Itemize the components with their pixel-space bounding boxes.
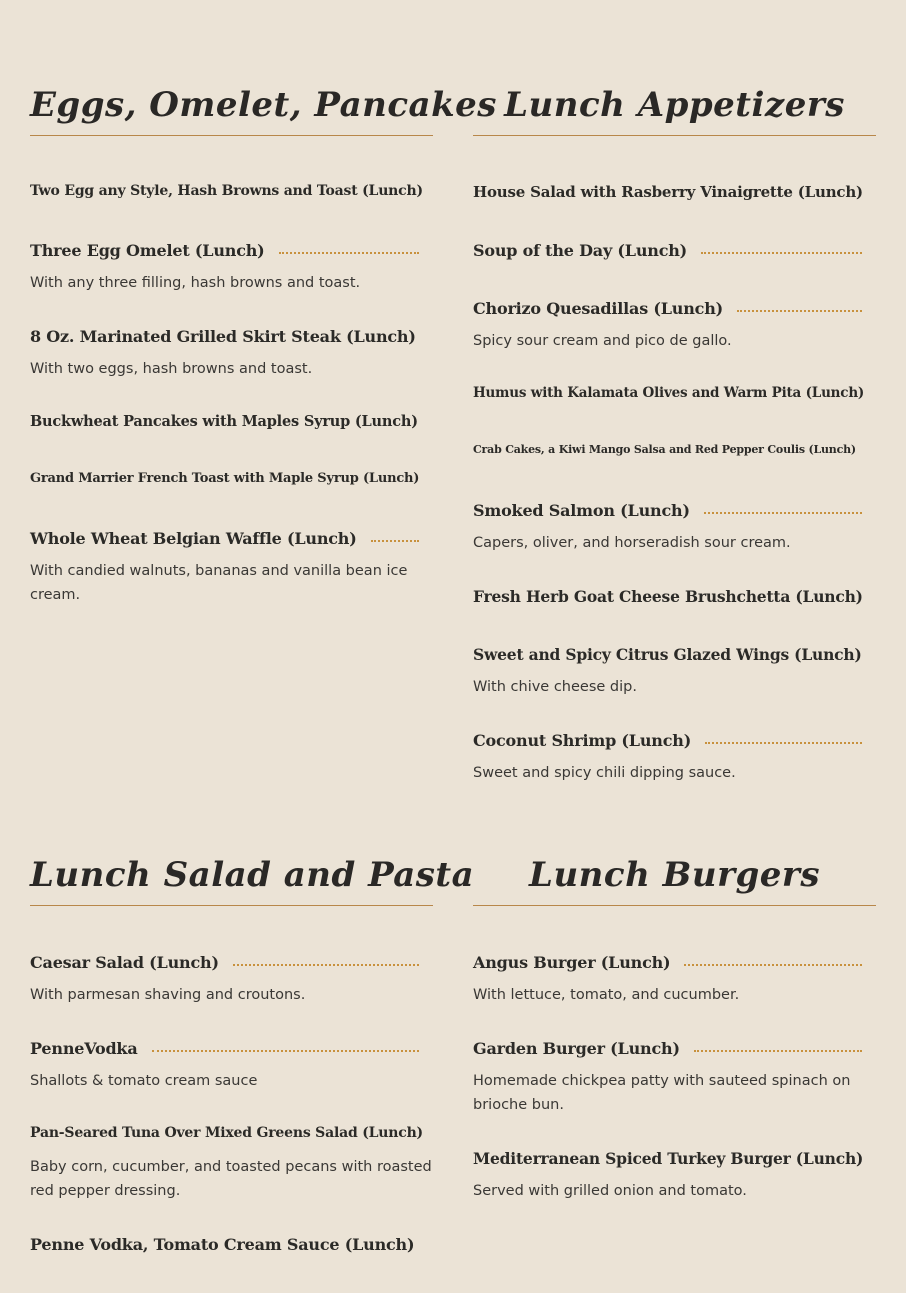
menu-item-description: Baby corn, cucumber, and toasted pecans with roasted red pepper dressing.	[30, 1159, 432, 1199]
menu-item	[30, 1125, 433, 1203]
menu-item-list	[473, 953, 876, 1203]
menu-item	[30, 471, 433, 497]
menu-item	[473, 1039, 876, 1117]
menu-item-row	[473, 645, 876, 671]
menu-item-description: With two eggs, hash browns and toast.	[30, 361, 313, 377]
menu-item	[30, 1235, 433, 1261]
menu-item-row	[30, 471, 433, 497]
section-divider	[30, 905, 433, 906]
menu-item	[473, 443, 876, 469]
menu-item-row	[473, 183, 876, 209]
menu-item	[473, 241, 876, 267]
menu-item	[473, 385, 876, 411]
section-title: Lunch Appetizers	[504, 85, 845, 125]
menu-item	[30, 183, 433, 209]
dotted-leader	[705, 742, 862, 744]
menu-item-name: Two Egg any Style, Hash Browns and Toast (Lunch)	[30, 183, 423, 199]
menu-item-name: Coconut Shrimp (Lunch)	[473, 731, 692, 750]
menu-item-name: Fresh Herb Goat Cheese Brushchetta (Lunch)	[473, 587, 863, 606]
menu-item-row	[30, 1125, 433, 1151]
section-lunch-appetizers	[473, 79, 876, 817]
menu-item-name: PenneVodka	[30, 1039, 138, 1058]
dotted-leader	[233, 964, 419, 966]
menu-item	[30, 1039, 433, 1093]
dotted-leader	[694, 1050, 862, 1052]
menu-item-row	[473, 587, 876, 613]
menu-item-description: Homemade chickpea patty with sauteed spinach on brioche bun.	[473, 1073, 851, 1113]
section-lunch-salad-and-pasta	[30, 849, 475, 1293]
menu-item-name: House Salad with Rasberry Vinaigrette (Lunch)	[473, 183, 863, 201]
menu-item-name: Chorizo Quesadillas (Lunch)	[473, 299, 723, 318]
menu-item-name: Mediterranean Spiced Turkey Burger (Lunch)	[473, 1149, 864, 1168]
dotted-leader	[701, 252, 862, 254]
menu-item-description: Shallots & tomato cream sauce	[30, 1073, 258, 1089]
section-divider	[473, 135, 876, 136]
menu-item-list	[473, 183, 876, 785]
menu-item-row	[473, 299, 876, 325]
menu-item-list	[30, 953, 433, 1261]
menu-item	[473, 299, 876, 353]
menu-item-description: With lettuce, tomato, and cucumber.	[473, 987, 740, 1003]
menu-item-row	[30, 183, 433, 209]
menu-item	[473, 183, 876, 209]
menu-item-row	[30, 529, 433, 555]
menu-item-name: Smoked Salmon (Lunch)	[473, 501, 690, 520]
menu-item-name: Pan-Seared Tuna Over Mixed Greens Salad (Lunch)	[30, 1125, 423, 1141]
menu-item-list	[30, 183, 433, 607]
section-eggs-omelet-pancakes	[30, 79, 497, 639]
dotted-leader	[279, 252, 419, 254]
menu-item	[473, 953, 876, 1007]
menu-item-row	[473, 1149, 876, 1175]
menu-item-description: With any three filling, hash browns and toast.	[30, 275, 361, 291]
menu-item-description: Served with grilled onion and tomato.	[473, 1183, 747, 1199]
menu-item-description: With candied walnuts, bananas and vanilla bean ice cream.	[30, 563, 408, 603]
menu-item-name: Three Egg Omelet (Lunch)	[30, 241, 265, 260]
menu-item-name: Crab Cakes, a Kiwi Mango Salsa and Red Pepper Coulis (Lunch)	[473, 443, 856, 456]
menu-item-row	[473, 1039, 876, 1065]
menu-item	[30, 953, 433, 1007]
menu-item-name: Angus Burger (Lunch)	[473, 953, 671, 972]
menu-item	[30, 413, 433, 439]
menu-item-row	[473, 241, 876, 267]
menu-item-row	[473, 731, 876, 757]
menu-item	[473, 731, 876, 785]
dotted-leader	[371, 540, 419, 542]
menu-item-description: Spicy sour cream and pico de gallo.	[473, 333, 732, 349]
menu-item-name: Humus with Kalamata Olives and Warm Pita (Lunch)	[473, 385, 865, 401]
menu-item-name: Sweet and Spicy Citrus Glazed Wings (Lunch)	[473, 645, 862, 664]
dotted-leader	[704, 512, 862, 514]
menu-item	[473, 587, 876, 613]
menu-item-name: Caesar Salad (Lunch)	[30, 953, 219, 972]
menu-item-row	[30, 1039, 433, 1065]
menu-item-name: 8 Oz. Marinated Grilled Skirt Steak (Lunch)	[30, 327, 416, 346]
menu-item-description: With parmesan shaving and croutons.	[30, 987, 306, 1003]
section-title: Lunch Salad and Pasta	[30, 855, 475, 895]
menu-item	[473, 645, 876, 699]
menu-item-row	[473, 953, 876, 979]
menu-item-description: Sweet and spicy chili dipping sauce.	[473, 765, 736, 781]
menu-item-description: With chive cheese dip.	[473, 679, 637, 695]
menu-item-name: Soup of the Day (Lunch)	[473, 241, 688, 260]
dotted-leader	[737, 310, 862, 312]
section-title: Eggs, Omelet, Pancakes	[30, 85, 497, 125]
menu-item-row	[473, 443, 876, 469]
section-title: Lunch Burgers	[529, 855, 820, 895]
menu-item-row	[30, 1235, 433, 1261]
section-divider	[30, 135, 433, 136]
menu-item-name: Garden Burger (Lunch)	[473, 1039, 680, 1058]
menu-item-row	[30, 327, 433, 353]
section-divider	[473, 905, 876, 906]
menu-item-row	[473, 385, 876, 411]
menu-item-description: Capers, oliver, and horseradish sour cream.	[473, 535, 791, 551]
menu-item-row	[30, 413, 433, 439]
menu-item-name: Penne Vodka, Tomato Cream Sauce (Lunch)	[30, 1235, 415, 1254]
menu-item-name: Whole Wheat Belgian Waffle (Lunch)	[30, 529, 357, 548]
dotted-leader	[152, 1050, 420, 1052]
menu-item-name: Buckwheat Pancakes with Maples Syrup (Lunch)	[30, 413, 418, 430]
menu-item	[473, 501, 876, 555]
menu-item-row	[473, 501, 876, 527]
menu-item-row	[30, 953, 433, 979]
menu-item	[30, 529, 433, 607]
dotted-leader	[684, 964, 862, 966]
menu-item	[30, 327, 433, 381]
menu-item-row	[30, 241, 433, 267]
menu-item-name: Grand Marrier French Toast with Maple Syrup (Lunch)	[30, 471, 420, 486]
menu-item	[473, 1149, 876, 1203]
section-lunch-burgers	[473, 849, 876, 1235]
menu-item	[30, 241, 433, 295]
